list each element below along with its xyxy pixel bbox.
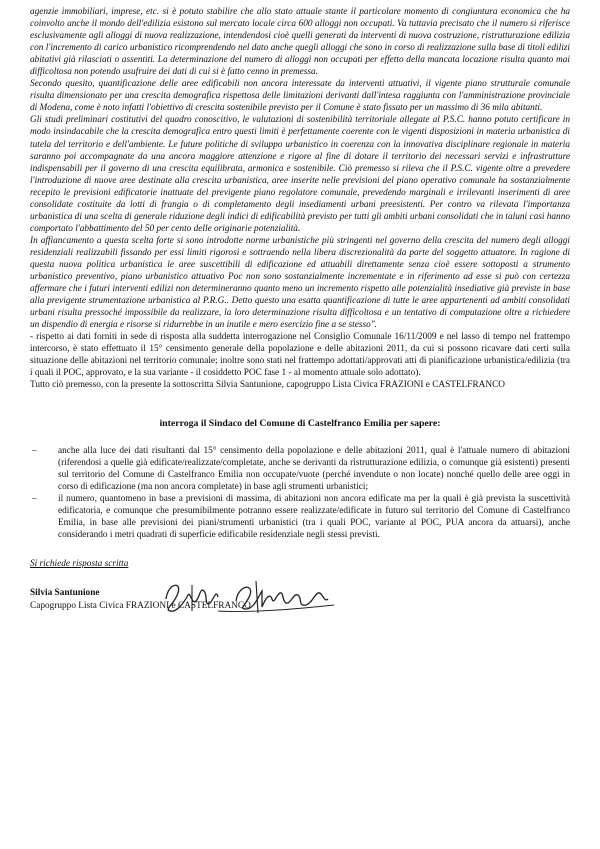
signer-name: Silvia Santunione: [30, 587, 100, 598]
italic-paragraph-2: Secondo quesito, quantificazione delle aree edificabili non ancora interessate da interventi attuativi, il vigente piano strutturale comunale risulta dimensionato per una crescita demografica rispettosa delle limitazioni derivanti dall'intesa raggiunta con l'amministrazione provinciale di Modena, come è noto infatti l'obiettivo di crescita sostenibile previsto per il Comune è stato fissato per un massimo di 36 mila abitanti.: [30, 79, 570, 114]
handwritten-signature: [158, 575, 358, 617]
italic-paragraph-3: Gli studi preliminari costitutivi del quadro conoscitivo, le valutazioni di sostenibilità territoriale allegate al P.S.C. hanno potuto certificare in modo insindacabile che la crescita demografica entro questi limiti è perfettamente coerente con le vigenti disposizioni in materia urbanistica di tutela del territorio e dell'ambiente. Le future politiche di sviluppo urbanistico in coerenza con la innovativa disciplinare regionale in materia saranno poi accompagnate da una ancora maggiore attenzione e rigore al fine di dotare il territorio dei necessari servizi e infrastrutture indispensabili per il governo di una crescita equilibrata, armonica e sostenibile. Ciò premesso si rileva che il P.S.C. vigente oltre a prevedere l'introduzione di nuove aree destinate alla crescita urbanistica, aree inserite nelle previsioni del piano operativo comunale ha sostanzialmente recepito le previsioni edificatorie inattuate del previgente piano regolatore comunale, prevedendo marginali e irrilevanti inserimenti di aree consolidate costituite da lotti di frangia o di completamento degli insediamenti urbani preesistenti. Per contro va rilevata l'importanza urbanistica di una scelta di generale riduzione degli indici di edificabilità previsto per tutti gli ambiti urbani consolidati che in taluni casi hanno comportato l'abbattimento del 50 per cento delle originarie potenzialità.: [30, 115, 570, 234]
question-item-2: [32, 493, 570, 541]
italic-paragraph-4: In affiancamento a questa scelta forte si sono introdotte norme urbanistiche più stringenti nel governo della crescita del numero degli alloggi residenziali realizzabili fissando per essi limiti rigorosi e sottraendo nella libera discrezionalità da parte del soggetto attuatore. In ragione di questa nuova politica urbanistica le aree suscettibili di edificazione ed attuabili direttamente senza cioè essere sottoposti a strumento urbanistico preventivo, piano urbanistico attuativo Poc non sono sostanzialmente incrementate e in riferimento ad esse si può con certezza affermare che i futuri interventi edilizi non determineranno quanto meno un incremento rispetto alle potenzialità insediative già previste in base alla previgente strumentazione urbanistica al P.R.G.. Detto questo una esatta quantificazione di tutte le aree appartenenti ad ambiti consolidati urbani risulta pressoché impossibile da realizzare, la loro determinazione risulta difficoltosa e un tentativo di computazione oltre a richiedere un dispendio di energia e risorse si ridurrebbe in un inutile e mero esercizio fine a se stesso".: [30, 235, 570, 331]
question-text: anche alla luce dei dati risultanti dal 15° censimento della popolazione e delle abitazioni 2011, qual è l'attuale numero di abitazioni (riferendosi a quelle già edificate/realizzate/completate, anche se derivanti da ristrutturazione edilizia, o comunque già esistenti) presenti sul territorio del Comune di Castelfranco Emilia non occupate/vuote (perché invendute o non locate) nonché quello delle aree oggi in corso di edificazione (ma non ancora completate) in base agli strumenti urbanistici;: [58, 445, 570, 492]
questions-list: [30, 445, 570, 541]
premise-paragraph: - rispetto ai dati forniti in sede di risposta alla suddetta interrogazione nel Consiglio Comunale 16/11/2009 e nel lasso di tempo nel frattempo intercorso, è stato effettuato il 15° censimento generale della popolazione e delle abitazioni 2011, da cui si possono ricavare dati certi sulla situazione delle abitazioni nel territorio comunale; inoltre sono stati nel frattempo adottati/approvati atti di pianificazione urbanistica/edilizia (tra i quali il POC, approvato, e la sua variante - il cosiddetto POC fase 1 - al momento attuale solo adottato).: [30, 332, 570, 379]
dash-bullet-icon: –: [32, 493, 37, 504]
signer-role: Capogruppo Lista Civica FRAZIONI e CASTELFRANCO: [30, 600, 251, 611]
signature-block: [30, 587, 570, 613]
question-item-1: [32, 445, 570, 493]
dash-bullet-icon: –: [32, 445, 37, 456]
interrogation-heading: interroga il Sindaco del Comune di Castelfranco Emilia per sapere:: [159, 417, 441, 429]
premise-conclusion: Tutto ciò premesso, con la presente la sottoscritta Silvia Santunione, capogruppo Lista Civica FRAZIONI e CASTELFRANCO: [30, 380, 506, 391]
written-response-request: Si richiede risposta scritta: [30, 558, 129, 569]
question-text: il numero, quantomeno in base a previsioni di massima, di abitazioni non ancora edificate ma per la quali è già prevista la suscettività edificatoria, e comunque che presumibilmente potranno essere realizzate/edificate in futuro sul territorio del Comune di Castelfranco Emilia, in base alle previsioni dei piani/strumenti urbanistici (tra i quali POC, variante al POC, PUA ancora da attuarsi), anche considerando i metri quadrati di superficie edificabile residenziale negli stessi previsti.: [58, 493, 570, 540]
italic-paragraph-1: agenzie immobiliari, imprese, etc. si è potuto stabilire che allo stato attuale stante il particolare momento di congiuntura economica che ha coinvolto anche il mondo dell'edilizia esistono sul mercato locale circa 600 alloggi non occupati. Va tuttavia precisato che il numero si riferisce esclusivamente agli alloggi di nuova realizzazione, intendendosi cioè quelli generati da interventi di nuova costruzione, ristrutturazione edilizia con l'incremento di carico urbanistico ricomprendendo nel dato anche quegli alloggi che sono in corso di realizzazione sulla base di titoli edilizi abitativi già rilasciati o assentiti. La determinazione del numero di alloggi non occupati per effetto della mancata locazione risulta quanto mai difficoltosa non potendo usufruire dei dati di cui si è fatto cenno in premessa.: [30, 7, 570, 78]
